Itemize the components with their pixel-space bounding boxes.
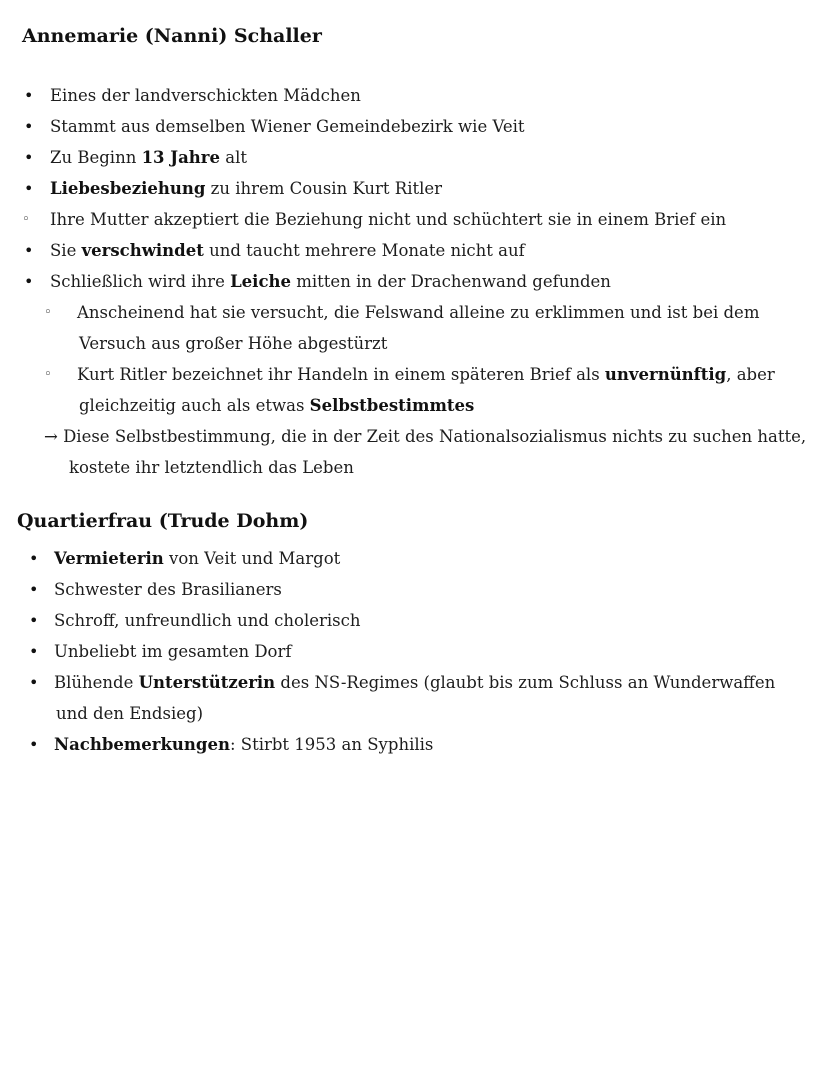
list-item-text: Schließlich wird ihre Leiche mitten in der Drachenwand gefunden bbox=[50, 272, 611, 291]
bullet-icon: • bbox=[24, 241, 34, 260]
sub-list-item-text: Versuch aus großer Höhe abgestürzt bbox=[79, 334, 388, 353]
sub-list-item-text: Kurt Ritler bezeichnet ihr Handeln in einem späteren Brief als unvernünftig, aber bbox=[77, 365, 775, 384]
bullet-icon: • bbox=[24, 117, 34, 136]
list-item-text: Schwester des Brasilianers bbox=[54, 580, 282, 599]
conclusion-text: kostete ihr letztendlich das Leben bbox=[69, 458, 354, 477]
circle-bullet-icon: ◦ bbox=[44, 367, 52, 382]
list-item-text: und den Endsieg) bbox=[56, 704, 204, 723]
list-item-text: Schroff, unfreundlich und cholerisch bbox=[54, 611, 361, 630]
bullet-icon: • bbox=[29, 611, 39, 630]
bullet-icon: • bbox=[29, 549, 39, 568]
list-item-text: Nachbemerkungen: Stirbt 1953 an Syphilis bbox=[54, 735, 434, 754]
section-title-quartierfrau: Quartierfrau (Trude Dohm) bbox=[17, 510, 309, 532]
bullet-icon: • bbox=[29, 580, 39, 599]
list-item-text: Sie verschwindet und taucht mehrere Monate nicht auf bbox=[50, 241, 525, 260]
section-title-nanni: Annemarie (Nanni) Schaller bbox=[22, 25, 322, 47]
list-item-text: Ihre Mutter akzeptiert die Beziehung nicht und schüchtert sie in einem Brief ein bbox=[50, 210, 727, 229]
list-item-text: Vermieterin von Veit und Margot bbox=[54, 549, 341, 568]
list-item-text: Blühende Unterstützerin des NS-Regimes (glaubt bis zum Schluss an Wunderwaffen bbox=[54, 673, 776, 692]
conclusion-text: → Diese Selbstbestimmung, die in der Zeit des Nationalsozialismus nichts zu suchen hatte, bbox=[44, 427, 807, 446]
bullet-icon: • bbox=[29, 642, 39, 661]
sub-list-item-text: gleichzeitig auch als etwas Selbstbestimmtes bbox=[79, 396, 475, 415]
bullet-icon: • bbox=[24, 148, 34, 167]
bullet-icon: • bbox=[24, 179, 34, 198]
sub-list-item-text: Anscheinend hat sie versucht, die Felswand alleine zu erklimmen und ist bei dem bbox=[77, 303, 760, 322]
circle-bullet-icon: ◦ bbox=[44, 305, 52, 320]
bullet-icon: • bbox=[24, 86, 34, 105]
list-item-text: Liebesbeziehung zu ihrem Cousin Kurt Ritler bbox=[50, 179, 443, 198]
list-item-text: Unbeliebt im gesamten Dorf bbox=[54, 642, 292, 661]
bullet-icon: • bbox=[29, 673, 39, 692]
list-item-text: Stammt aus demselben Wiener Gemeindebezirk wie Veit bbox=[50, 117, 525, 136]
list-item-text: Eines der landverschickten Mädchen bbox=[50, 86, 361, 105]
circle-bullet-icon: ◦ bbox=[22, 212, 30, 227]
list-item-text: Zu Beginn 13 Jahre alt bbox=[50, 148, 247, 167]
bullet-icon: • bbox=[29, 735, 39, 754]
bullet-icon: • bbox=[24, 272, 34, 291]
